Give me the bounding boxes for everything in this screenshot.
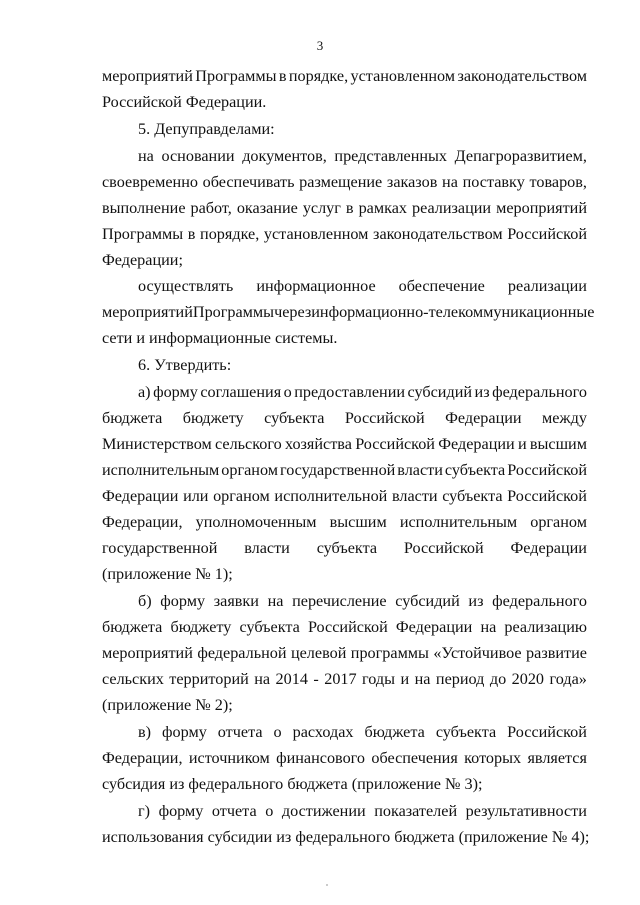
word: субъекта bbox=[435, 723, 497, 741]
text-line bbox=[102, 460, 587, 480]
word: Российской bbox=[507, 225, 587, 243]
word: высшим bbox=[529, 435, 587, 453]
word: на bbox=[138, 147, 154, 165]
word: б) bbox=[138, 592, 152, 610]
word: показателей bbox=[374, 802, 458, 820]
word: установленном bbox=[263, 225, 369, 243]
word: товаров, bbox=[529, 173, 587, 191]
word: оказание bbox=[236, 199, 298, 217]
word: заказов bbox=[386, 173, 438, 191]
word: отчета bbox=[217, 723, 263, 741]
word: Федерации bbox=[102, 487, 179, 505]
word: на bbox=[414, 670, 431, 688]
word: мероприятий bbox=[496, 199, 587, 217]
word: является bbox=[527, 749, 587, 767]
text-line: Российской Федерации. bbox=[102, 93, 267, 111]
text-line bbox=[102, 512, 587, 532]
word: обеспечение bbox=[398, 277, 485, 295]
text-line bbox=[102, 486, 587, 506]
word: документов, bbox=[242, 147, 327, 165]
word: исполнительным bbox=[102, 461, 220, 479]
word: услуг bbox=[302, 199, 341, 217]
word: источником bbox=[188, 749, 270, 767]
word: Российской bbox=[507, 461, 587, 479]
word: работ, bbox=[190, 199, 232, 217]
word: Программы bbox=[195, 67, 277, 85]
word: субъекта bbox=[444, 461, 506, 479]
word: о bbox=[283, 383, 292, 401]
word: сельских bbox=[102, 670, 164, 688]
word: между bbox=[542, 409, 587, 427]
word: субъекта bbox=[264, 409, 325, 427]
word: целевой bbox=[290, 644, 347, 662]
text-line bbox=[102, 224, 587, 244]
word: в bbox=[345, 199, 354, 217]
word: Российской bbox=[403, 539, 484, 557]
word: форму bbox=[158, 802, 204, 820]
text-line: субсидия из федерального бюджета (приложение № 3); bbox=[102, 775, 483, 793]
word: высшим bbox=[329, 513, 387, 531]
text-line bbox=[138, 801, 587, 821]
word: Федерации, bbox=[102, 749, 183, 767]
word: бюджету bbox=[170, 618, 232, 636]
word: бюджету bbox=[182, 409, 244, 427]
word: Программы bbox=[192, 303, 275, 321]
word: на bbox=[480, 618, 497, 636]
text-line bbox=[102, 408, 587, 428]
word: в bbox=[278, 67, 287, 85]
word: законодательством bbox=[373, 225, 503, 243]
word: установленном bbox=[350, 67, 456, 85]
text-line: использования субсидии из федерального бюджета (приложение № 4); bbox=[102, 828, 590, 846]
word: Российской bbox=[507, 723, 587, 741]
word: федеральной bbox=[197, 644, 287, 662]
word: субъекта bbox=[316, 539, 378, 557]
word: реализации bbox=[411, 199, 492, 217]
word: Федерации, bbox=[102, 513, 183, 531]
word: заявки bbox=[213, 592, 259, 610]
word: органом bbox=[213, 487, 270, 505]
word: из bbox=[474, 383, 490, 401]
word: расходах bbox=[292, 723, 354, 741]
text-line bbox=[138, 146, 587, 166]
word: Министерством bbox=[102, 435, 212, 453]
word: на bbox=[442, 173, 458, 191]
word: законодательством bbox=[457, 67, 587, 85]
text-line: 5. Депуправделами: bbox=[138, 120, 275, 138]
word: в bbox=[187, 225, 196, 243]
word: мероприятий bbox=[102, 303, 193, 321]
word: поставку bbox=[462, 173, 525, 191]
word: реализацию bbox=[504, 618, 587, 636]
word: бюджета bbox=[364, 723, 425, 741]
word: период bbox=[435, 670, 485, 688]
text-line: сети и информационные системы. bbox=[102, 329, 338, 347]
text-line bbox=[102, 617, 587, 637]
word: обеспечивать bbox=[202, 173, 295, 191]
word: 2017 bbox=[324, 670, 357, 688]
text-line bbox=[102, 66, 587, 86]
word: г) bbox=[138, 802, 151, 820]
word: развитие bbox=[526, 644, 587, 662]
word: года» bbox=[549, 670, 587, 688]
text-line: 6. Утвердить: bbox=[138, 356, 232, 374]
word: Российской bbox=[307, 618, 388, 636]
word: программы bbox=[350, 644, 429, 662]
text-line bbox=[102, 198, 587, 218]
word: субсидий bbox=[395, 592, 460, 610]
word: которых bbox=[464, 749, 522, 767]
word: выполнение bbox=[102, 199, 186, 217]
word: представленных bbox=[334, 147, 448, 165]
word: исполнительным bbox=[399, 513, 518, 531]
word: мероприятий bbox=[102, 644, 193, 662]
word: финансового bbox=[276, 749, 366, 767]
word: бюджета bbox=[102, 618, 163, 636]
text-line bbox=[102, 434, 587, 454]
text-line bbox=[102, 669, 587, 689]
text-line: (приложение № 1); bbox=[102, 565, 233, 583]
word: и bbox=[400, 670, 410, 688]
word: федерального bbox=[492, 592, 587, 610]
word: Депагроразвитием, bbox=[454, 147, 587, 165]
word: - bbox=[313, 670, 319, 688]
word: порядке, bbox=[288, 67, 349, 85]
word: через bbox=[274, 303, 312, 321]
word: отчета bbox=[211, 802, 257, 820]
word: 2020 bbox=[511, 670, 545, 688]
word: сельского bbox=[215, 435, 282, 453]
word: до bbox=[489, 670, 507, 688]
word: о bbox=[273, 723, 282, 741]
word: субъекта bbox=[239, 618, 300, 636]
word: Федерации bbox=[445, 409, 522, 427]
word: органом bbox=[221, 461, 278, 479]
word: своевременно bbox=[102, 173, 198, 191]
page-number: 3 bbox=[316, 38, 324, 53]
text-line bbox=[138, 382, 587, 402]
scan-speck bbox=[326, 884, 328, 886]
word: Федерации bbox=[395, 618, 473, 636]
word: субсидий bbox=[407, 383, 473, 401]
word: из bbox=[468, 592, 484, 610]
text-line bbox=[102, 172, 587, 192]
word: предоставлении bbox=[294, 383, 406, 401]
word: форму bbox=[160, 592, 206, 610]
word: власти bbox=[397, 461, 443, 479]
word: территорий bbox=[169, 670, 249, 688]
word: федерального bbox=[492, 383, 587, 401]
word: осуществлять bbox=[138, 277, 234, 295]
word: достижении bbox=[281, 802, 366, 820]
word: рамках bbox=[358, 199, 407, 217]
word: информационно-телекоммуникационные bbox=[311, 303, 595, 321]
word: Программы bbox=[102, 225, 184, 243]
word: исполнительной bbox=[274, 487, 388, 505]
word: хозяйства bbox=[284, 435, 352, 453]
word: годы bbox=[362, 670, 396, 688]
text-line bbox=[138, 722, 587, 742]
word: обеспечения bbox=[371, 749, 458, 767]
word: реализации bbox=[507, 277, 587, 295]
word: государственной bbox=[102, 539, 218, 557]
word: Российской bbox=[355, 435, 435, 453]
word: Федерации bbox=[438, 435, 515, 453]
word: размещение bbox=[299, 173, 383, 191]
word: 2014 bbox=[275, 670, 308, 688]
word: органом bbox=[530, 513, 587, 531]
word: Федерации bbox=[510, 539, 587, 557]
word: основании bbox=[161, 147, 235, 165]
text-line: Федерации; bbox=[102, 251, 183, 269]
word: мероприятий bbox=[102, 67, 193, 85]
text-line bbox=[102, 643, 587, 663]
word: уполномоченным bbox=[195, 513, 317, 531]
word: форму bbox=[162, 723, 207, 741]
word: форму bbox=[153, 383, 198, 401]
word: государственной bbox=[279, 461, 396, 479]
text-line bbox=[138, 276, 587, 296]
text-line bbox=[102, 538, 587, 558]
word: и bbox=[517, 435, 527, 453]
word: перечисление bbox=[292, 592, 387, 610]
word: результативности bbox=[465, 802, 587, 820]
word: в) bbox=[138, 723, 152, 741]
text-line bbox=[138, 591, 587, 611]
word: субъекта bbox=[442, 487, 503, 505]
text-line bbox=[102, 748, 587, 768]
word: порядке, bbox=[200, 225, 260, 243]
word: Российской bbox=[507, 487, 587, 505]
text-line bbox=[102, 302, 595, 322]
word: соглашения bbox=[200, 383, 282, 401]
word: бюджета bbox=[102, 409, 163, 427]
word: а) bbox=[138, 383, 151, 401]
word: на bbox=[267, 592, 284, 610]
word: или bbox=[183, 487, 209, 505]
word: информационное bbox=[256, 277, 376, 295]
word: власти bbox=[244, 539, 290, 557]
word: на bbox=[254, 670, 271, 688]
word: о bbox=[265, 802, 274, 820]
word: Российской bbox=[344, 409, 425, 427]
word: «Устойчивое bbox=[433, 644, 522, 662]
text-line: (приложение № 2); bbox=[102, 696, 233, 714]
word: власти bbox=[391, 487, 438, 505]
